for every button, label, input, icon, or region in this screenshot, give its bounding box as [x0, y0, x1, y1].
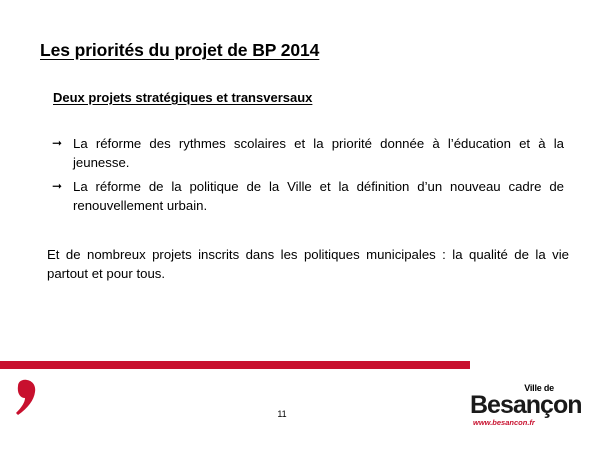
logo-url-text: www.besancon.fr — [473, 418, 535, 427]
slide-title: Les priorités du projet de BP 2014 — [40, 40, 320, 60]
besancon-logo — [470, 380, 580, 430]
bullet-item — [52, 134, 564, 172]
bullet-list — [52, 134, 564, 220]
logo-top-text: Ville de — [524, 383, 554, 393]
logo-main-text: Besançon — [470, 391, 582, 419]
comma-logo-icon — [12, 378, 46, 420]
bullet-item — [52, 177, 564, 215]
footer-bar — [0, 361, 470, 369]
page-number: 11 — [277, 409, 287, 419]
arrow-right-icon: ➞ — [52, 136, 63, 150]
bullet-text: La réforme de la politique de la Ville et la définition d’un nouveau cadre de renouvellement urbain. — [73, 179, 564, 213]
arrow-right-icon: ➞ — [52, 179, 63, 193]
body-paragraph: Et de nombreux projets inscrits dans les politiques municipales : la qualité de la vie partout et pour tous. — [47, 247, 569, 281]
slide-subtitle: Deux projets stratégiques et transversaux — [53, 90, 313, 105]
bullet-text: La réforme des rythmes scolaires et la priorité donnée à l’éducation et à la jeunesse. — [73, 136, 564, 170]
